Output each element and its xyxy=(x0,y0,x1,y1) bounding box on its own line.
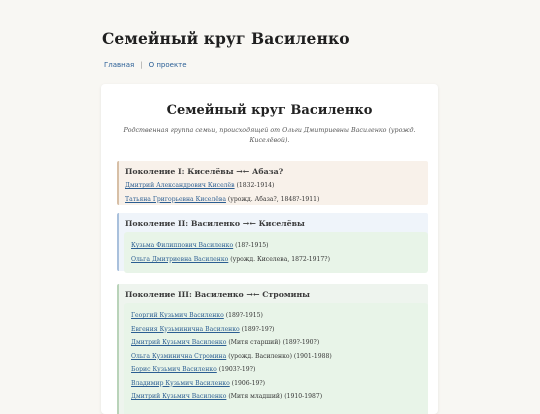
person-entry xyxy=(124,309,428,323)
generation-3-people xyxy=(124,303,428,414)
person-entry xyxy=(124,253,428,267)
generation-1-people xyxy=(119,175,428,206)
person-details: (1832-1914) xyxy=(234,182,275,189)
card-subtitle: Родственная группа семьи, происходящей от Ольги Дмитриевны Василенко (урожд. Киселёвой). xyxy=(123,127,416,144)
person-entry xyxy=(124,390,428,404)
card-title: Семейный круг Василенко xyxy=(166,103,373,118)
person-link[interactable]: Георгий Кузьмич Василенко xyxy=(131,312,224,319)
nav-separator: | xyxy=(140,61,143,69)
top-nav xyxy=(104,61,187,69)
generation-1-title: Поколение I: Киселёвы →← Абаза? xyxy=(125,167,284,176)
person-details: (189?-1915) xyxy=(223,312,263,319)
person-entry xyxy=(124,336,428,350)
nav-link-about[interactable]: О проекте xyxy=(148,61,187,69)
person-details: (189?-19?) xyxy=(239,325,275,333)
person-entry xyxy=(125,179,428,193)
generation-3-section xyxy=(117,284,428,414)
person-link[interactable]: Дмитрий Кузьмич Василенко xyxy=(131,393,227,400)
person-entry xyxy=(124,377,428,391)
family-card xyxy=(101,84,438,414)
nav-link-home[interactable]: Главная xyxy=(104,61,135,69)
person-entry xyxy=(124,363,428,377)
person-link[interactable]: Ольга Дмитриевна Василенко xyxy=(131,255,229,263)
person-link[interactable]: Борис Кузьмич Василенко xyxy=(131,366,217,373)
person-link[interactable]: Ольга Кузминична Стромина xyxy=(131,352,227,360)
person-details: (урожд. Киселева, 1872-1917?) xyxy=(228,255,330,263)
generation-3-title: Поколение III: Василенко →← Стромины xyxy=(125,290,310,299)
person-link[interactable]: Евгения Кузьминична Василенко xyxy=(131,325,240,333)
person-details: (Митя младший) (1910-1987) xyxy=(226,393,323,400)
generation-2-people xyxy=(124,232,428,273)
person-details: (урожд. Абаза?, 1848?-1911) xyxy=(225,195,320,203)
generation-2-section xyxy=(117,213,428,271)
person-link[interactable]: Дмитрий Александрович Киселёв xyxy=(125,182,235,189)
person-details: (урожд. Василенко) (1901-1988) xyxy=(226,352,332,360)
person-entry xyxy=(125,193,428,207)
person-link[interactable]: Кузьма Филиппович Василенко xyxy=(131,242,234,249)
person-entry xyxy=(124,239,428,253)
person-link[interactable]: Татьяна Григорьевна Киселёва xyxy=(125,195,226,203)
generation-1-section xyxy=(117,161,428,205)
site-title: Семейный круг Василенко xyxy=(102,29,350,48)
person-entry xyxy=(124,350,428,364)
person-link[interactable]: Дмитрий Кузьмич Василенко xyxy=(131,339,227,346)
person-details: (1906-19?) xyxy=(229,379,266,387)
person-details: (1903?-19?) xyxy=(216,366,256,373)
person-details: (Митя старший) (189?-190?) xyxy=(226,339,320,346)
person-link[interactable]: Владимир Кузьмич Василенко xyxy=(131,379,230,387)
generation-2-title: Поколение II: Василенко →← Киселёвы xyxy=(125,219,305,228)
person-entry xyxy=(124,323,428,337)
person-details: (18?-1915) xyxy=(233,242,269,249)
